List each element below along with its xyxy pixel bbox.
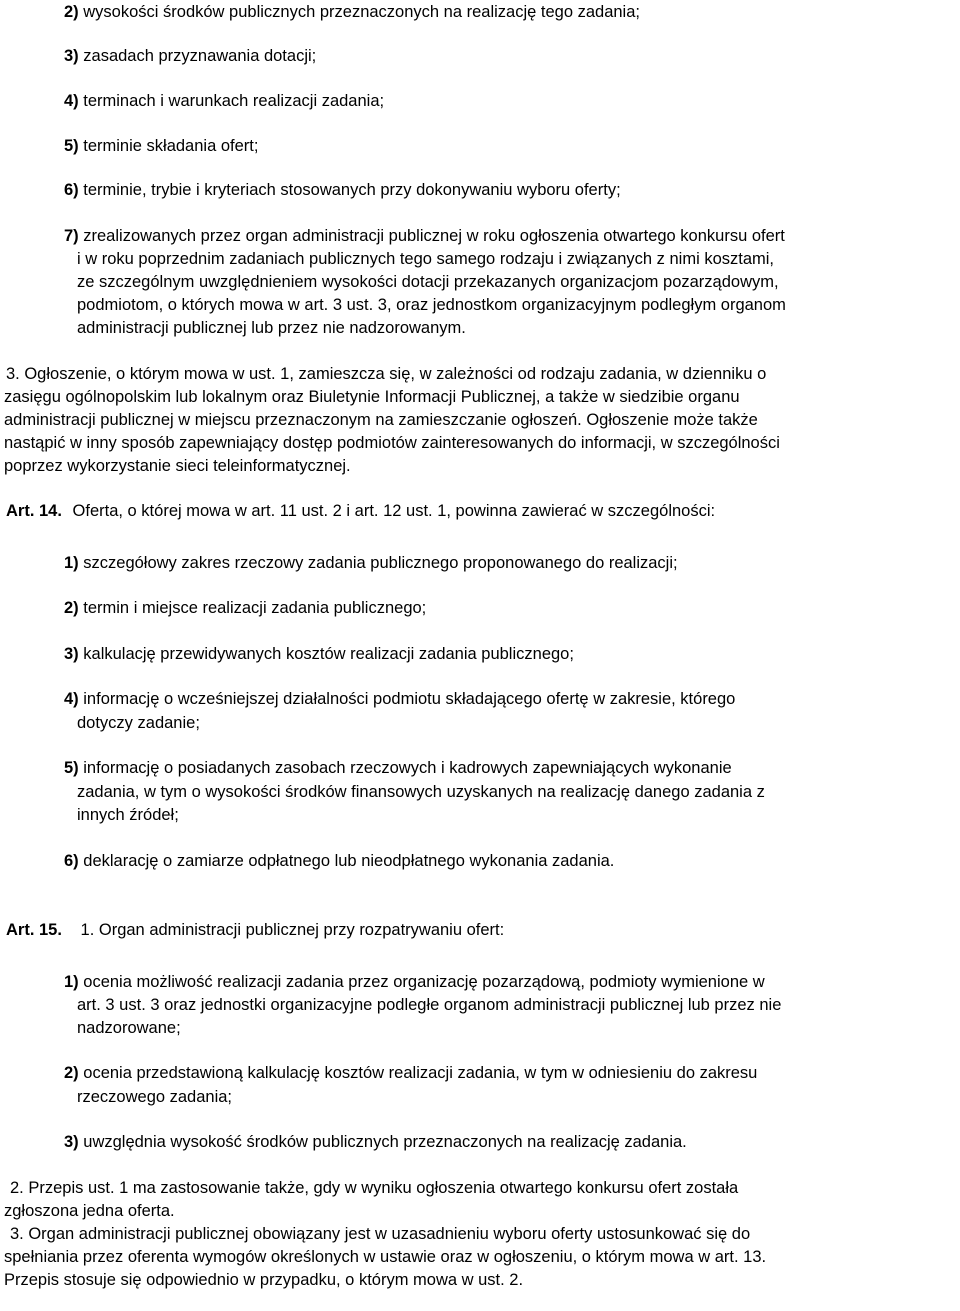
- item-text: terminie składania ofert;: [83, 137, 259, 155]
- item-text: uwzględnia wysokość środków publicznych przeznaczonych na realizację zadania.: [83, 1133, 687, 1151]
- item-number: 4): [64, 92, 79, 110]
- item-text: wysokości środków publicznych przeznaczonych na realizację tego zadania;: [83, 3, 640, 21]
- list-item: [64, 136, 258, 156]
- item-text-line: dotyczy zadanie;: [77, 714, 200, 732]
- list-item: [64, 972, 765, 992]
- item-text: informację o posiadanych zasobach rzeczowych i kadrowych zapewniających wykonanie: [83, 759, 732, 777]
- list-item: [64, 226, 785, 246]
- item-text: ocenia przedstawioną kalkulację kosztów realizacji zadania, w tym w odniesieniu do zakresu: [83, 1064, 758, 1082]
- paragraph-line: nastąpić w inny sposób zapewniający dostęp podmiotów zainteresowanych do informacji, w szczególności: [4, 434, 780, 452]
- item-text: ocenia możliwość realizacji zadania przez organizację pozarządową, podmioty wymienione w: [83, 973, 765, 991]
- paragraph-line: 3. Organ administracji publicznej obowiązany jest w uzasadnieniu wyboru oferty ustosunkować się do: [10, 1225, 751, 1243]
- item-number: 1): [64, 554, 79, 572]
- list-item: [64, 689, 735, 709]
- article-label: Art. 14.: [6, 502, 62, 520]
- paragraph-line: 2. Przepis ust. 1 ma zastosowanie także, gdy w wyniku ogłoszenia otwartego konkursu ofert została: [10, 1179, 739, 1197]
- item-number: 5): [64, 137, 79, 155]
- paragraph-line: Przepis stosuje się odpowiednio w przypadku, o którym mowa w ust. 2.: [4, 1271, 524, 1289]
- item-text: terminie, trybie i kryteriach stosowanych przy dokonywaniu wyboru oferty;: [83, 181, 621, 199]
- item-number: 3): [64, 47, 79, 65]
- item-text-line: i w roku poprzednim zadaniach publicznych tego samego rodzaju i związanych z nimi kosztami,: [77, 250, 774, 268]
- paragraph-line: administracji publicznej w miejscu przeznaczonym na zamieszczanie ogłoszeń. Ogłoszenie może także: [4, 411, 758, 429]
- item-number: 6): [64, 852, 79, 870]
- paragraph-line: poprzez wykorzystanie sieci teleinformatycznej.: [4, 457, 351, 475]
- item-text-line: innych źródeł;: [77, 806, 179, 824]
- list-item: [64, 180, 621, 200]
- list-item: [64, 553, 678, 573]
- list-item: [64, 1132, 687, 1152]
- item-text: deklarację o zamiarze odpłatnego lub nieodpłatnego wykonania zadania.: [83, 852, 615, 870]
- list-item: [64, 851, 614, 871]
- item-text-line: rzeczowego zadania;: [77, 1088, 233, 1106]
- item-text: szczegółowy zakres rzeczowy zadania publicznego proponowanego do realizacji;: [83, 554, 678, 572]
- item-number: 1): [64, 973, 79, 991]
- item-text: zasadach przyznawania dotacji;: [83, 47, 317, 65]
- list-item: [64, 758, 732, 778]
- list-item: [64, 91, 384, 111]
- paragraph-line: zgłoszona jedna oferta.: [4, 1202, 175, 1220]
- item-number: 3): [64, 645, 79, 663]
- article-heading: [6, 920, 504, 940]
- article-intro: Oferta, o której mowa w art. 11 ust. 2 i art. 12 ust. 1, powinna zawierać w szczególności:: [72, 502, 716, 520]
- paragraph-line: spełniania przez oferenta wymogów określonych w ustawie oraz w ogłoszeniu, o którym mowa w art. 13.: [4, 1248, 767, 1266]
- paragraph-line: 3. Ogłoszenie, o którym mowa w ust. 1, zamieszcza się, w zależności od rodzaju zadania, w dzienniku o: [6, 365, 767, 383]
- item-text-line: ze szczególnym uwzględnieniem wysokości dotacji przekazanych organizacjom pozarządowym,: [77, 273, 779, 291]
- item-text: terminach i warunkach realizacji zadania;: [83, 92, 385, 110]
- item-number: 2): [64, 599, 79, 617]
- item-text-line: zadania, w tym o wysokości środków finansowych uzyskanych na realizację danego zadania z: [77, 783, 765, 801]
- item-number: 5): [64, 759, 79, 777]
- item-text-line: podmiotom, o których mowa w art. 3 ust. 3, oraz jednostkom organizacyjnym podległym organom: [77, 296, 786, 314]
- item-number: 2): [64, 3, 79, 21]
- item-text: kalkulację przewidywanych kosztów realizacji zadania publicznego;: [83, 645, 574, 663]
- article-heading: [6, 501, 715, 521]
- list-item: [64, 598, 426, 618]
- list-item: [64, 46, 316, 66]
- list-item: [64, 2, 640, 22]
- item-number: 3): [64, 1133, 79, 1151]
- item-text-line: nadzorowane;: [77, 1019, 181, 1037]
- item-text-line: art. 3 ust. 3 oraz jednostki organizacyjne podległe organom administracji publicznej lub przez nie: [77, 996, 782, 1014]
- item-number: 7): [64, 227, 79, 245]
- item-text-line: administracji publicznej lub przez nie nadzorowanym.: [77, 319, 466, 337]
- paragraph-line: zasięgu ogólnopolskim lub lokalnym oraz Biuletynie Informacji Publicznej, a także w siedzibie organu: [4, 388, 740, 406]
- item-text: zrealizowanych przez organ administracji publicznej w roku ogłoszenia otwartego konkursu ofert: [83, 227, 785, 245]
- item-text: informację o wcześniejszej działalności podmiotu składającego ofertę w zakresie, którego: [83, 690, 736, 708]
- article-intro: 1. Organ administracji publicznej przy rozpatrywaniu ofert:: [80, 921, 505, 939]
- item-number: 4): [64, 690, 79, 708]
- list-item: [64, 644, 574, 664]
- item-number: 2): [64, 1064, 79, 1082]
- list-item: [64, 1063, 757, 1083]
- article-label: Art. 15.: [6, 921, 62, 939]
- item-number: 6): [64, 181, 79, 199]
- item-text: termin i miejsce realizacji zadania publicznego;: [83, 599, 427, 617]
